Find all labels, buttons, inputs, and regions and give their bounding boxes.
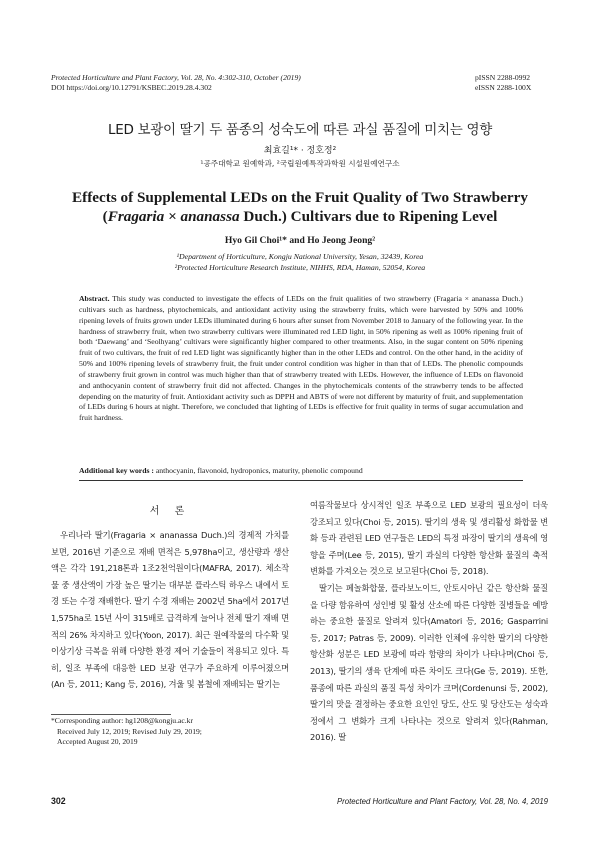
title-korean: LED 보광이 딸기 두 품종의 성숙도에 따른 과실 품질에 미치는 영향 (108, 122, 492, 138)
abstract (79, 294, 523, 424)
eissn: eISSN 2288-100X (475, 83, 532, 92)
page-number: 302 (51, 796, 66, 806)
footer-journal: Protected Horticulture and Plant Factory, Vol. 28, No. 4, 2019 (336, 797, 548, 806)
body-right-column (310, 497, 548, 767)
authors-korean: 최효길¹* · 정호정² (263, 146, 337, 156)
paragraph: 우리나라 딸기(Fragaria × ananassa Duch.)의 경제적 가치를 보면, 2016년 기준으로 재배 면적은 5,978ha이고, 생산량과 생산액은 각각 191,218톤과 1조2천억원이다(MAFRA, 2017). 체소작물 중 생산액이 가장 높은 딸기는 대부분 플라스틱 하우스 내에서 토경 또는 수경 재배한다. 딸기 수경 재배는 2002년 5ha에서 2017년 1,575ha로 15년 사이 315배로 급격하게 늘어나 전체 딸기 재배 면적의 26% 차지하고 있다(Yoon, 2017). 최근 원예작물의 다수확 및 이상기상 극복을 위해 다양한 환경 제어 기술들이 적용되고 있다. 특히, 일조 부족에 대응한 LED 보광 연구가 주요하게 이루어졌으며(An 등, 2011; Kang 등, 2016), 겨울 및 봄철에 재배되는 딸기는 (51, 530, 289, 690)
journal-citation: Protected Horticulture and Plant Factory, Vol. 28, No. 4:302-310, October (2019) (51, 73, 301, 82)
accepted-date: Accepted August 20, 2019 (57, 737, 138, 746)
paragraph: 딸기는 페놀화합물, 플라보노이드, 안토시아닌 같은 항산화 물질을 다량 함유하여 성인병 및 활성 산소에 따른 다양한 질병들을 예방하는 중요한 물질로 알려져 있다(Amatori 등, 2016; Gasparrini 등, 2017; Patras 등, 2009). 이러한 인체에 유익한 딸기의 다양한 항산화 성분은 LED 보광에 따라 함량의 차이가 나타나며(Choi 등, 2013), 딸기의 생육 단계에 따른 차이도 크다(Ge 등, 2019). 또한, 품종에 따른 과실의 품질 특성 차이가 크며(Cordenunsi 등, 2002), 딸기의 맛을 결정하는 중요한 요인인 당도, 산도 및 당산도는 성숙과정에서 그 변화가 크게 나타나는 것으로 알려져 있다(Rahman, 2016). 딸 (310, 582, 548, 743)
keywords-label: Additional key words : (79, 466, 154, 475)
footnote-rule (51, 714, 171, 715)
pissn: pISSN 2288-0992 (475, 73, 531, 82)
divider (79, 480, 523, 481)
species-name: Fragaria × ananassa (107, 208, 240, 225)
corresponding-author: *Corresponding author: hg1208@kongju.ac.kr (51, 716, 193, 725)
abstract-label: Abstract. (79, 294, 110, 303)
doi-link[interactable]: DOI https://doi.org/10.12791/KSBEC.2019.28.4.302 (51, 83, 212, 92)
authors-english: Hyo Gil Choi¹* and Ho Jeong Jeong² (224, 235, 376, 246)
section-heading-intro: 서 론 (149, 506, 191, 517)
affiliation-english-1: ¹Department of Horticulture, Kongju National University, Yesan, 32439, Korea (176, 252, 424, 261)
affiliation-english-2: ²Protected Horticulture Research Institute, NIHHS, RDA, Haman, 52054, Korea (174, 263, 426, 272)
received-date: Received July 12, 2019; Revised July 29, 2019; (57, 726, 202, 736)
keywords-text: anthocyanin, flavonoid, hydroponics, maturity, phenolic compound (153, 466, 363, 475)
title-english-line1: Effects of Supplemental LEDs on the Fruit Quality of Two Strawberry (72, 189, 528, 206)
paragraph: 여름작물보다 상시적인 일조 부족으로 LED 보광의 필요성이 더욱 강조되고 있다(Choi 등, 2015). 딸기의 생육 및 생리활성 화합물 변화 등과 관련된 LED 연구들은 LED의 특정 파장이 딸기의 생육에 영향을 주며(Lee 등, 2015), 딸기 과실의 다양한 항산화 물질의 축적 변화를 가져오는 것으로 보고된다(Choi 등, 2018). (310, 500, 548, 577)
footnote (51, 716, 202, 748)
abstract-text: This study was conducted to investigate the effects of LEDs on the fruit qualities of two strawberry (Fragaria × ananassa Duch.) cultivars such as hardness, phytochemicals, and antioxidant activity using the strawberry fruits, which were harvested by 50% and 100% ripening levels of fruits grown under LEDs illuminated during 6 hours after sunset from November 2018 to January of the following year. In the hardness of strawberry fruit, when two strawberry cultivars were illuminated red LED light, in 50% ripening as well as 100% ripening fruit of both ‘Daewang’ and ‘Seolhyang’ cultivars were significantly higher compared to other treatments. Also, in the sugar content on 50% ripening fruit of two cultivars, the fruit of red LED light was significantly higher than in the other LEDs and control. On the other hand, in the acidity of 50% and 100% ripening levels of strawberry fruit, the fruit under control condition was higher in than that of LEDs. The phenolic compounds of strawberry fruit grown in control was much higher than that of strawberry treated with LEDs. However, the influence of LEDs on flavonoid and anthocyanin content of strawberry fruit did not affected. Changes in the phytochemicals contents of the strawberry tends to be affected depending on the maturity of fruit. Antioxidant activity such as DPPH and ABTS of were not different by maturity of fruit, and supplementation of LEDs during 6 hours at night. Therefore, we concluded that lighting of LEDs is effective for fruit quality in terms of sugar accumulation and fruit hardness. (79, 294, 523, 423)
affiliation-korean: ¹공주대학교 원예학과, ²국립원예특작과학원 시설원예연구소 (200, 159, 400, 168)
title-english-line2: (Fragaria × ananassa Duch.) Cultivars due to Ripening Level (102, 208, 498, 225)
keywords (79, 466, 523, 476)
body-left-column (51, 527, 289, 711)
